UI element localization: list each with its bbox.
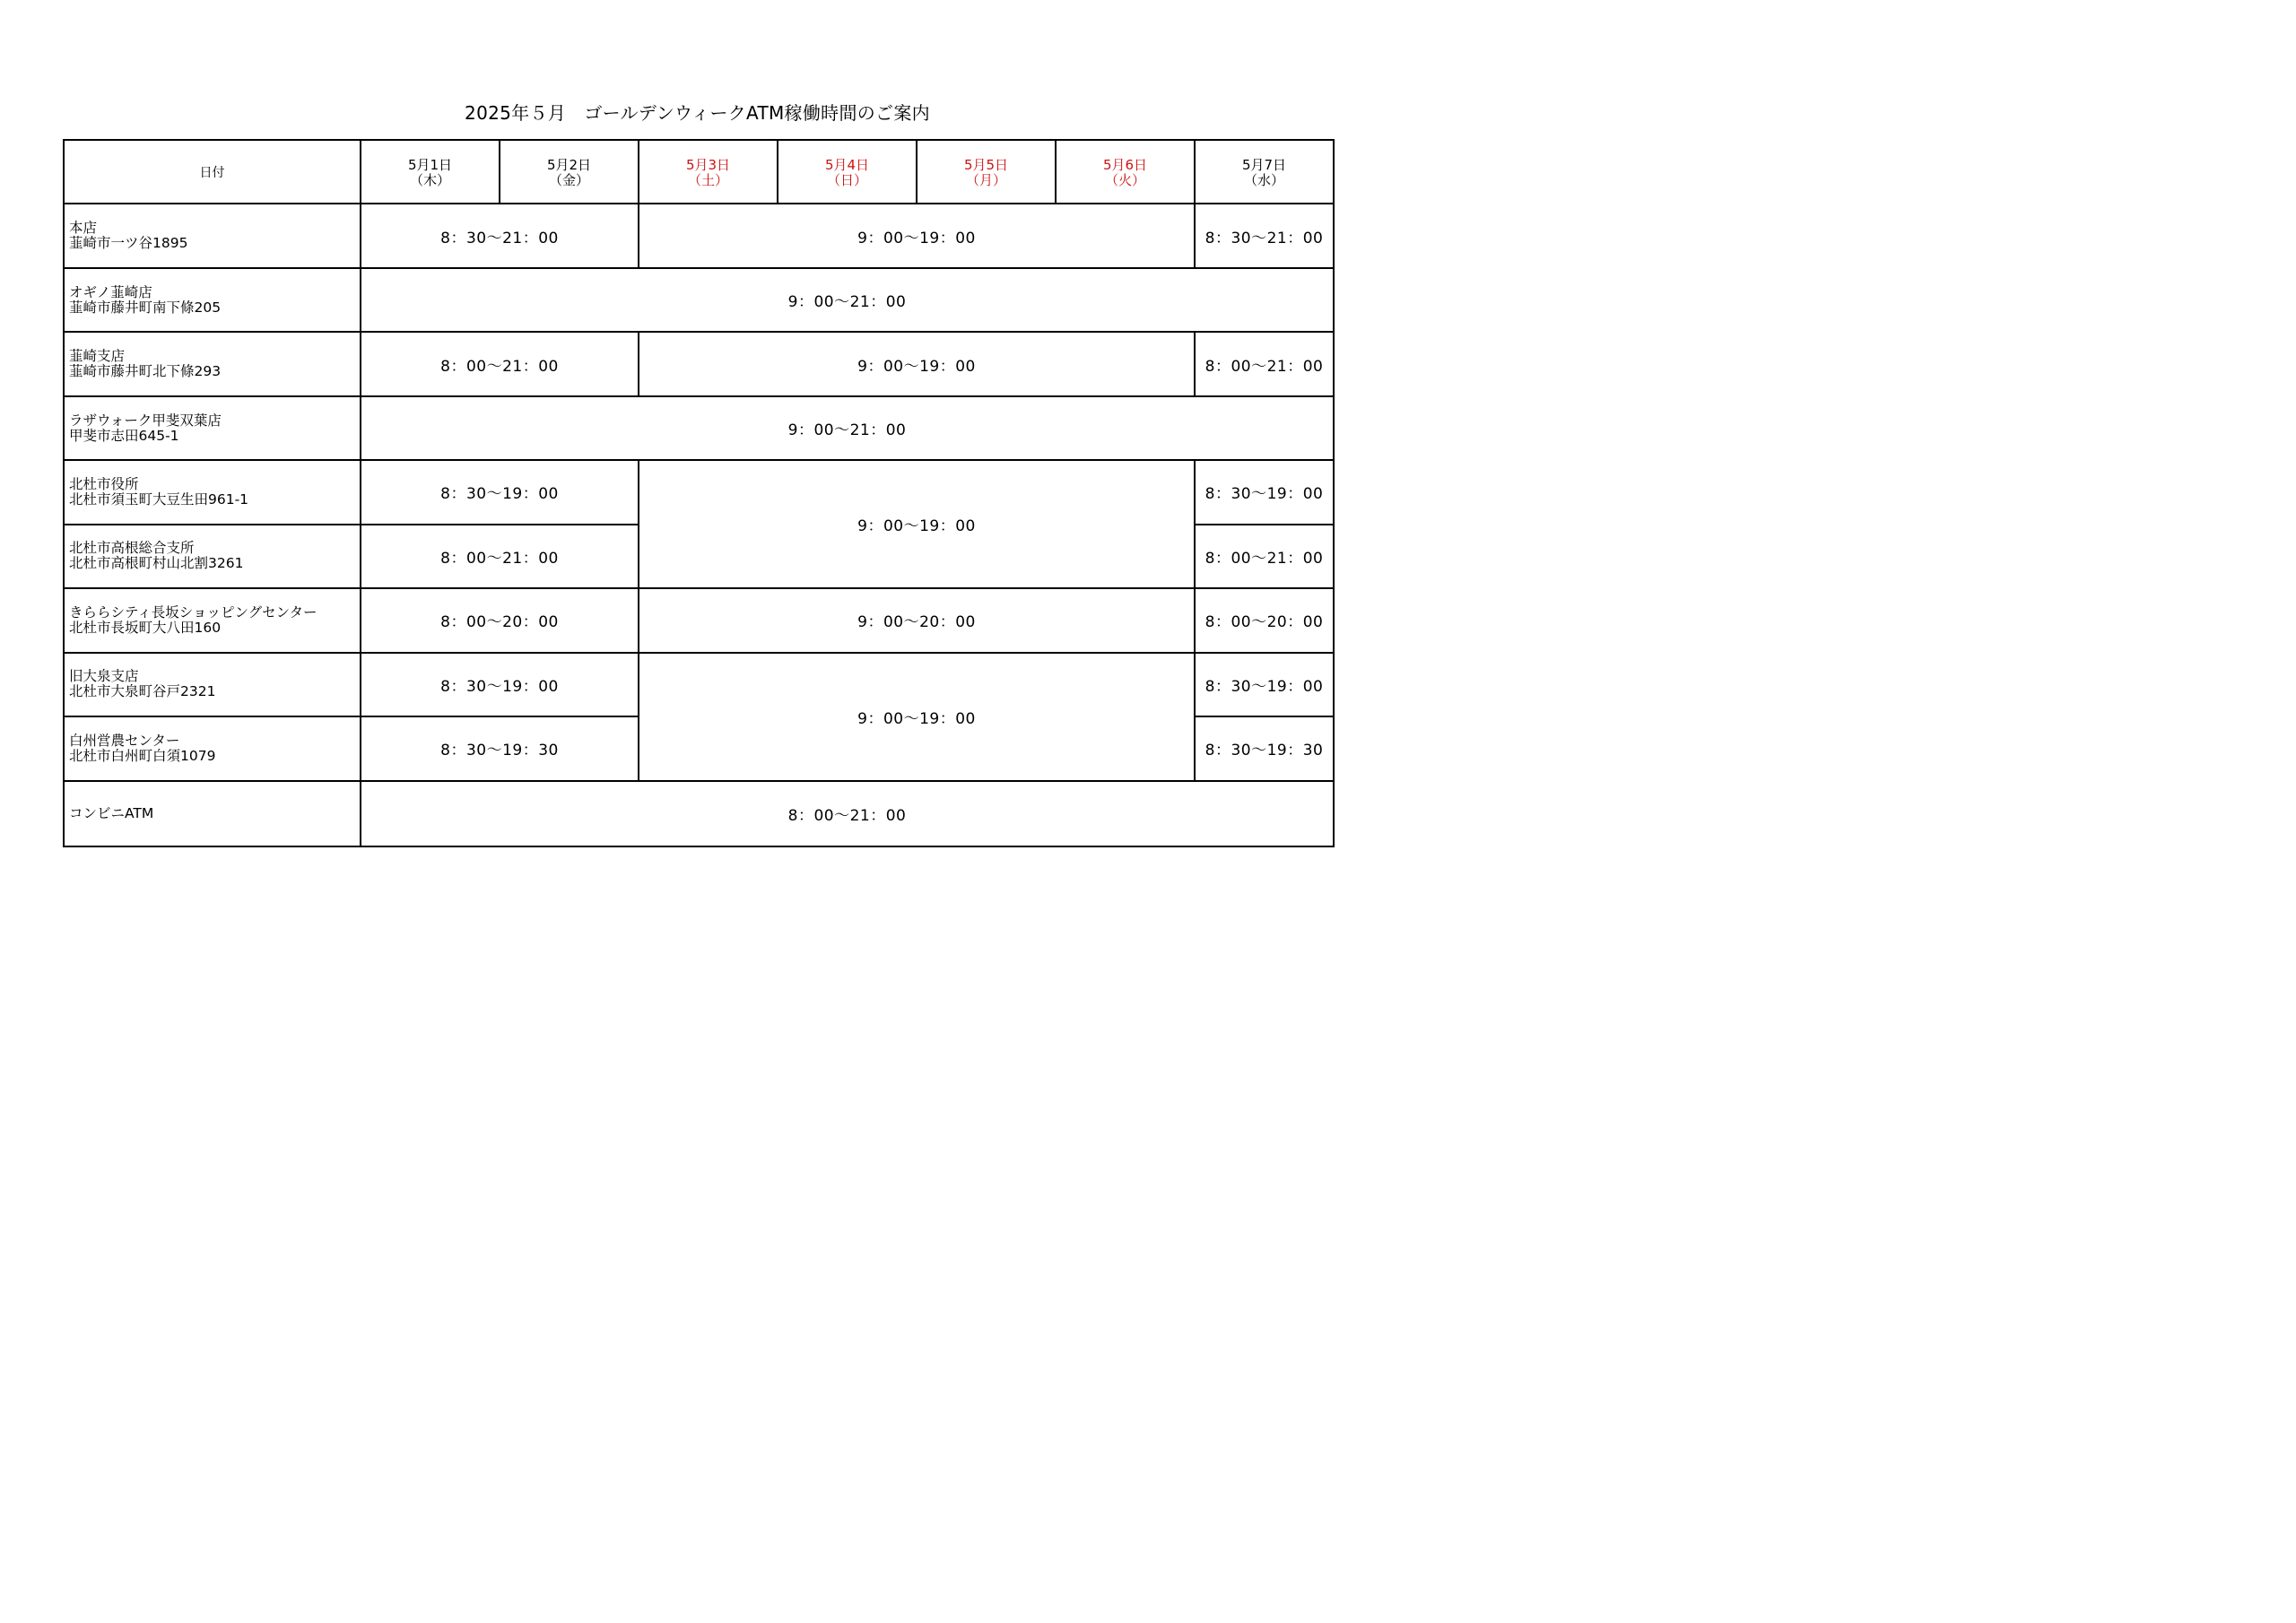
location-cell [65,269,361,333]
day-header-may7 [1196,141,1333,204]
location-name: 北杜市役所 [69,475,139,492]
location-address: 北杜市高根町村山北割3261 [69,555,244,572]
atm-hours-table [63,139,1335,847]
location-name: 韮崎支店 [69,348,126,365]
day-date: 5月2日 [546,156,592,173]
hours-weekday: 8：00～21：00 [361,333,639,396]
hours-weekday: 8：30～21：00 [361,204,639,268]
location-address: 韮崎市藤井町南下條205 [69,299,222,316]
location-name: 旧大泉支店 [69,668,139,685]
hours-may7: 8：30～21：00 [1196,204,1333,268]
day-header-may1 [361,141,500,204]
location-cell [65,461,361,525]
day-header-may2 [500,141,639,204]
location-cell [65,333,361,396]
day-of-week: （土） [687,171,728,188]
hours-weekday: 8：30～19：00 [361,461,639,525]
hours-may7: 8：00～21：00 [1196,525,1333,589]
day-date: 5月7日 [1241,156,1287,173]
day-date: 5月5日 [963,156,1009,173]
location-address: 北杜市須玉町大豆生田961-1 [69,490,249,508]
location-name: オギノ韮崎店 [69,283,152,300]
day-of-week: （火） [1104,171,1145,188]
hours-all-days: 9：00～21：00 [361,397,1333,461]
location-name: 北杜市高根総合支所 [69,540,195,557]
location-address: 北杜市長坂町大八田160 [69,619,222,636]
location-cell [65,654,361,717]
hours-may7: 8：00～20：00 [1196,589,1333,653]
location-address: 甲斐市志田645-1 [69,427,179,444]
day-header-may6 [1057,141,1196,204]
location-address: 韮崎市藤井町北下條293 [69,363,222,380]
date-header-label: 日付 [65,141,361,204]
hours-holiday: 9：00～19：00 [639,333,1196,396]
day-of-week: （日） [826,171,867,188]
day-of-week: （金） [548,171,589,188]
day-date: 5月6日 [1102,156,1148,173]
location-name: きららシティ長坂ショッピングセンター [69,603,317,621]
hours-all-days: 8：00～21：00 [787,806,907,825]
day-header-may5 [918,141,1057,204]
location-address: 韮崎市一ツ谷1895 [69,235,188,252]
hours-weekday: 8：30～19：00 [361,654,639,717]
hours-holiday-merged: 9：00～19：00 [639,654,1196,782]
hours-weekday: 8：00～20：00 [361,589,639,653]
page-title: 2025年５月 ゴールデンウィークATM稼働時間のご案内 [465,102,930,124]
location-name: ラザウォーク甲斐双葉店 [69,412,222,429]
day-date: 5月1日 [407,156,453,173]
location-cell [65,525,361,589]
hours-may7: 8：30～19：30 [1196,717,1333,781]
hours-may7: 8：30～19：00 [1196,461,1333,525]
day-of-week: （月） [965,171,1006,188]
location-name: コンビニATM [69,804,154,821]
hours-weekday: 8：00～21：00 [361,525,639,589]
hours-may7: 8：30～19：00 [1196,654,1333,717]
day-of-week: （木） [409,171,450,188]
hours-holiday: 9：00～19：00 [639,204,1196,268]
location-cell [65,204,361,268]
hours-weekday: 8：30～19：30 [361,717,639,781]
day-date: 5月4日 [824,156,870,173]
location-address: 北杜市白州町白須1079 [69,747,216,764]
day-header-may4 [778,141,918,204]
hours-holiday: 9：00～20：00 [639,589,1196,653]
location-cell [65,782,361,846]
day-date: 5月3日 [685,156,731,173]
day-of-week: （水） [1243,171,1284,188]
hours-all-days: 9：00～21：00 [361,269,1333,333]
location-cell [65,717,361,781]
location-name: 白州営農センター [69,732,180,749]
day-header-may3 [639,141,778,204]
hours-holiday-merged: 9：00～19：00 [639,461,1196,589]
location-name: 本店 [69,220,98,237]
location-cell [65,397,361,461]
hours-may7: 8：00～21：00 [1196,333,1333,396]
location-cell [65,589,361,653]
location-address: 北杜市大泉町谷戸2321 [69,683,216,700]
